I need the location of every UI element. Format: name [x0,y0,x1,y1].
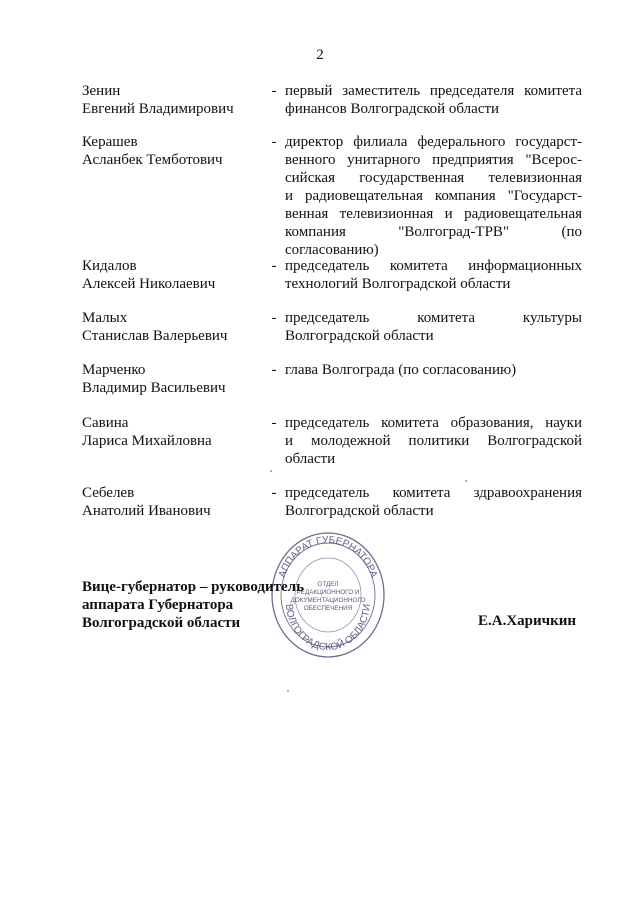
member-position-line: Волгоградской области [285,328,434,344]
separator-dash: - [271,415,277,431]
member-position [285,361,582,379]
member-surname: Себелев [82,485,135,501]
stamp-inner-text: ОТДЕЛ [317,581,339,588]
member-name [82,133,267,169]
member-position-line: председатель комитета культуры [285,310,582,326]
stamp-inner-text: ОБЕСПЕЧЕНИЯ [303,605,353,612]
stamp-inner-text: ДОКУМЕНТАЦИОННОГО [290,597,366,604]
signatory-title-line: аппарата Губернатора [82,597,234,613]
member-position-line: председатель комитета здравоохранения [285,485,582,501]
member-given-names: Владимир Васильевич [82,380,226,396]
member-name [82,414,267,450]
member-position-line: первый заместитель председателя комитета [285,83,582,99]
signatory-title-line: Вице-губернатор – руководитель [82,579,305,595]
member-surname: Керашев [82,134,138,150]
signatory-title [82,578,304,632]
member-position [285,133,582,259]
scan-speck [270,470,272,472]
separator-dash: - [271,362,277,378]
member-position-line: компания "Волгоград-ТРВ" (по согласованию) [285,224,582,258]
member-name [82,361,267,397]
member-name [82,257,267,293]
scan-speck [287,690,289,692]
signatory-title-line: Волгоградской области [82,615,241,631]
signatory-name: Е.А.Харичкин [478,613,577,629]
member-position [285,414,582,468]
member-given-names: Станислав Валерьевич [82,328,228,344]
member-name [82,309,267,345]
stamp-inner-text: РЕДАКЦИОННОГО И [296,589,360,596]
member-position-line: председатель комитета информационных [285,258,582,274]
member-name [82,82,267,118]
member-position-line: финансов Волгоградской области [285,101,500,117]
separator-dash: - [271,485,277,501]
member-surname: Зенин [82,83,121,99]
member-position-line: председатель комитета образования, науки [285,415,582,431]
member-position-line: директор филиала федерального государст- [285,134,582,150]
member-given-names: Алексей Николаевич [82,276,216,292]
member-position-line: области [285,451,336,467]
member-given-names: Асланбек Темботович [82,152,223,168]
member-position [285,484,582,520]
member-position-line: сийская государственная телевизионная [285,170,582,186]
member-position-line: и радиовещательная компания "Государст- [285,188,582,204]
member-position-line: венная телевизионная и радиовещательная [285,206,582,222]
svg-text:АППАРАТ ГУБЕРНАТОРА: АППАРАТ ГУБЕРНАТОРА [276,534,380,580]
member-position-line: технологий Волгоградской области [285,276,511,292]
member-position-line: глава Волгограда (по согласованию) [285,362,517,378]
member-position [285,257,582,293]
member-given-names: Лариса Михайловна [82,433,212,449]
separator-dash: - [271,83,277,99]
member-given-names: Анатолий Иванович [82,503,211,519]
member-position-line: и молодежной политики Волгоградской [285,433,582,449]
member-position [285,309,582,345]
member-surname: Савина [82,415,129,431]
separator-dash: - [271,258,277,274]
page-number: 2 [316,47,324,63]
member-position-line: Волгоградской области [285,503,434,519]
member-surname: Марченко [82,362,146,378]
scan-speck [465,480,467,482]
member-surname: Кидалов [82,258,137,274]
separator-dash: - [271,134,277,150]
member-position-line: венного унитарного предприятия "Всерос- [285,152,582,168]
member-given-names: Евгений Владимирович [82,101,234,117]
separator-dash: - [271,310,277,326]
member-name [82,484,267,520]
member-position [285,82,582,118]
member-surname: Малых [82,310,128,326]
svg-text:ВОЛГОГРАДСКОЙ ОБЛАСТИ: ВОЛГОГРАДСКОЙ ОБЛАСТИ [282,603,374,654]
